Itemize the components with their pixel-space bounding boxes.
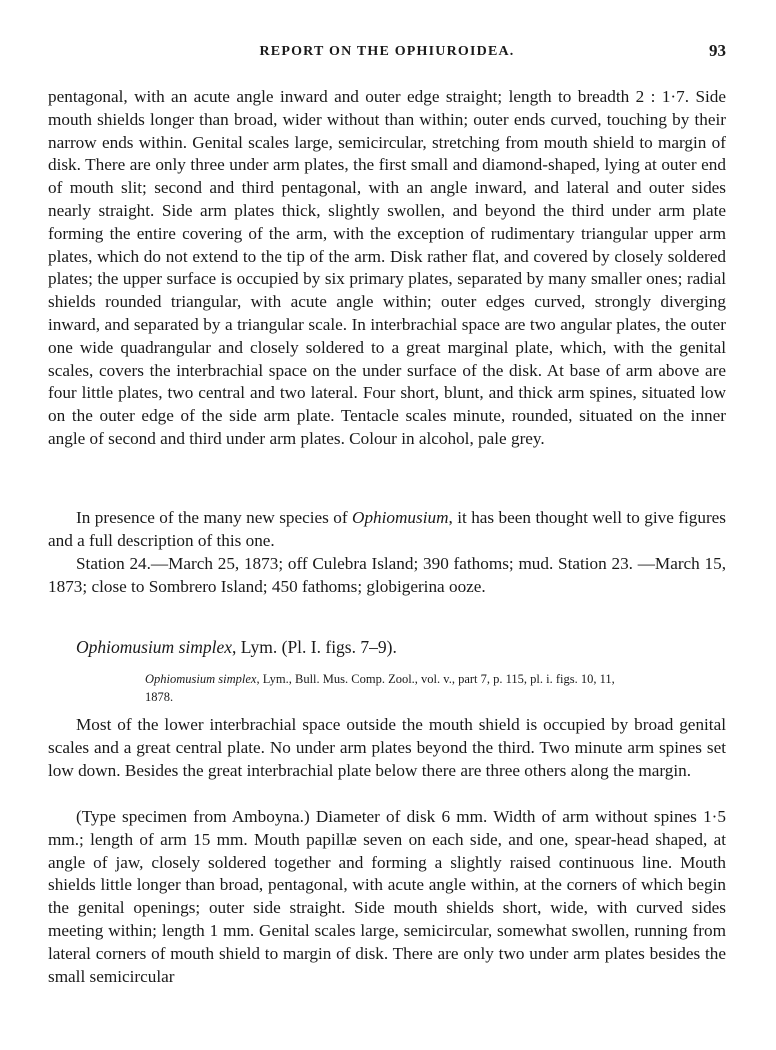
figures-note-paragraph [48, 507, 726, 553]
type-specimen-paragraph: (Type specimen from Amboyna.) Diameter of disk 6 mm. Width of arm without spines 1·5 mm.; length of arm 15 mm. Mouth papillæ seven on each side, and one, spear-head shaped, at angle of jaw, closely soldered together and forming a slightly raised continuous line. Mouth shields little longer than broad, pentagonal, with acute angle within, at the corners of which begin the genital openings; outer side straight. Side mouth shields short, wide, with curved sides meeting within; length 1 mm. Genital scales large, semicircular, somewhat swollen, running from lateral corners of mouth shield to margin of disk. There are only two under arm plates besides the small semicircular [48, 807, 726, 986]
species-name: Ophiomusium simplex [76, 637, 233, 657]
species-authority: , Lym. (Pl. I. figs. 7–9). [232, 637, 397, 657]
bibliographic-reference [145, 670, 726, 706]
page-header [48, 41, 726, 68]
station-paragraph: Station 24.—March 25, 1873; off Culebra Island; 390 fathoms; mud. Station 23. —March 15, 1873; close to Sombrero Island; 450 fathoms; globigerina ooze. [48, 554, 726, 596]
page-number: 93 [709, 41, 726, 60]
summary-paragraph: Most of the lower interbrachial space outside the mouth shield is occupied by broad genital scales and a great central plate. No under arm plates beyond the third. Two minute arm spines set low down. Besides the great interbrachial plate below there are three others along the margin. [48, 715, 726, 780]
running-title: REPORT ON THE OPHIUROIDEA. [259, 44, 515, 59]
description-paragraph-continued: pentagonal, with an acute angle inward and outer edge straight; length to breadth 2 : 1·7. Side mouth shields longer than broad, wider without than within; outer ends curved, touching by their narrow ends within. Genital scales large, semicircular, stretching from mouth shield to margin of disk. There are only three under arm plates, the first small and diamond-shaped, lying at outer end of mouth slit; second and third pentagonal, with an angle inward, and lateral and outer sides nearly straight. Side arm plates thick, slightly swollen, and beyond the third under arm plate forming the entire covering of the arm, with the exception of rudimentary triangular upper arm plates, which do not extend to the tip of the arm. Disk rather flat, and covered by closely soldered plates; the upper surface is occupied by six primary plates, separated by many smaller ones; radial shields rounded triangular, with acute angle within; outer edges curved, strongly diverging inward, and separated by a triangular scale. In interbrachial space are two angular plates, the outer one wide quadrangular and closely soldered to a great marginal plate, which, with the genital scales, covers the interbrachial space on the under surface of the disk. At base of arm above are four little plates, two central and two lateral. Four short, blunt, and thick arm spines, situated low on the outer edge of the side arm plate. Tentacle scales minute, rounded, situated on the inner angle of second and third under arm plates. Colour in alcohol, pale grey. [48, 87, 726, 448]
reference-year: 1878. [145, 690, 174, 704]
figures-note-text-end: , it has been thought well to give figures and a full description of this one. [48, 508, 726, 550]
species-heading [76, 636, 397, 658]
reference-citation: , Lym., Bull. Mus. Comp. Zool., vol. v., part 7, p. 115, pl. i. figs. 10, 11, [256, 672, 615, 686]
figures-note-text-start: In presence of the many new species of [76, 508, 353, 527]
genus-name: Ophiomusium [352, 508, 449, 527]
reference-species-name: Ophiomusium simplex [145, 672, 257, 686]
